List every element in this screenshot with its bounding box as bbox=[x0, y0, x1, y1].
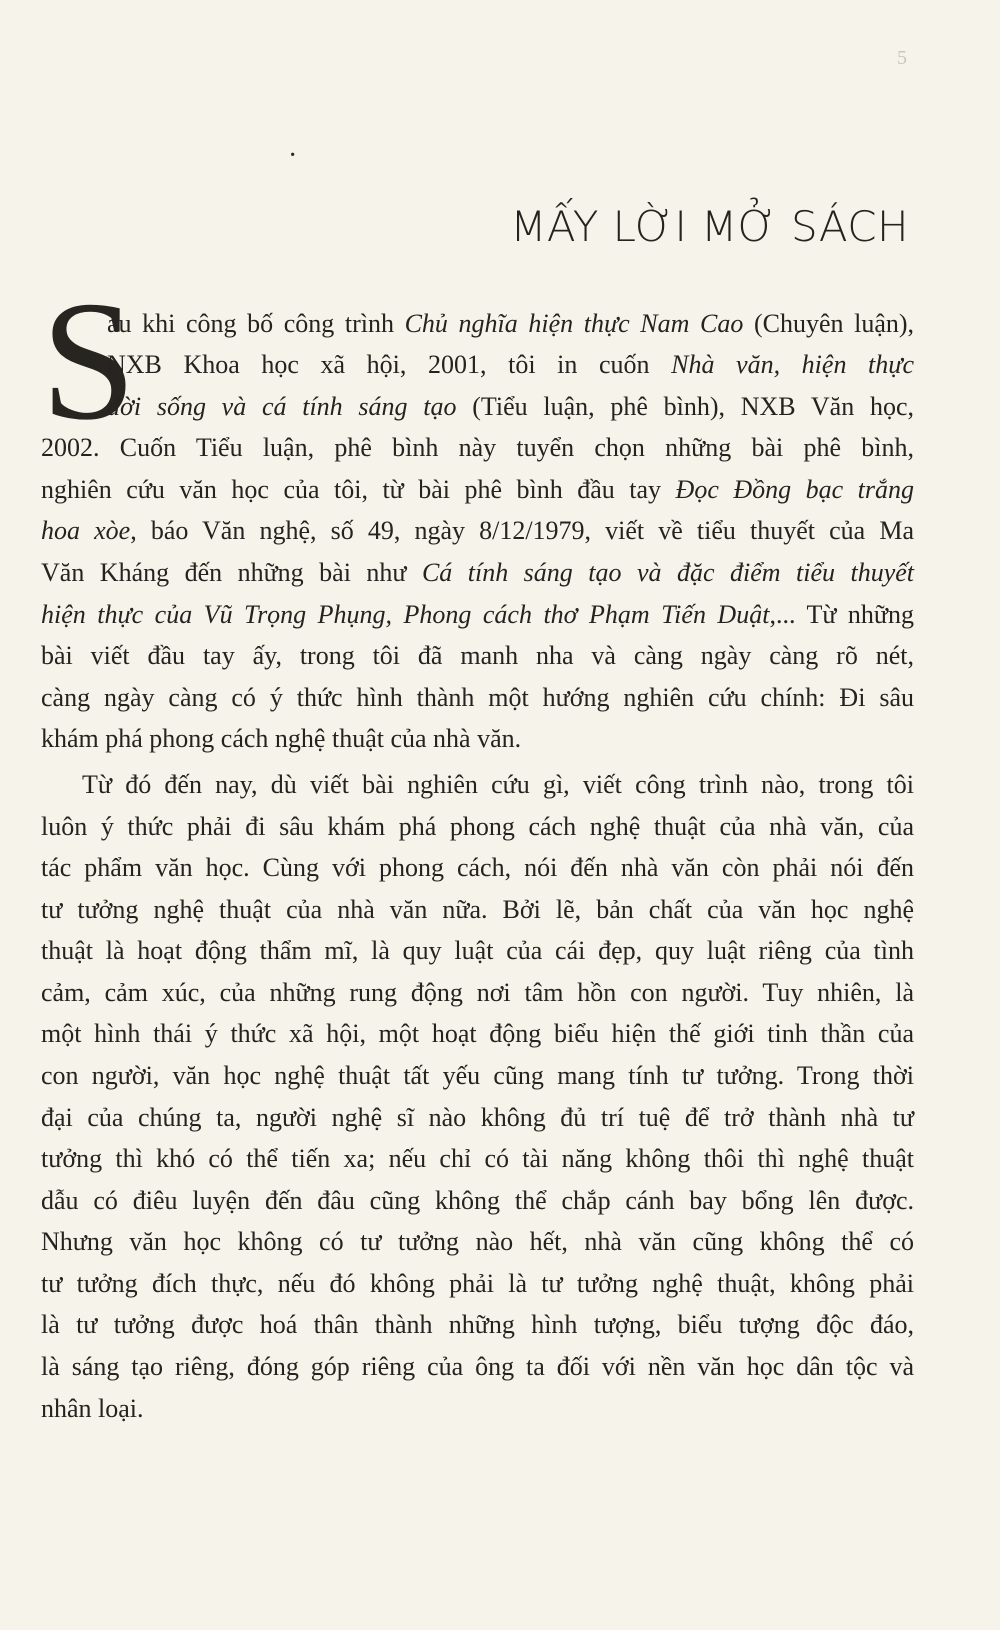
drop-cap-letter: S bbox=[41, 266, 137, 455]
text-line: bài viết đầu tay ấy, trong tôi đã manh nha và càng ngày càng rõ nét, bbox=[41, 641, 914, 670]
text-line: tư tưởng nghệ thuật của nhà văn nữa. Bởi lẽ, bản chất của văn học nghệ bbox=[41, 895, 914, 924]
text-line: càng ngày càng có ý thức hình thành một hướng nghiên cứu chính: Đi sâu bbox=[41, 683, 914, 712]
text-line: là sáng tạo riêng, đóng góp riêng của ông ta đối với nền văn học dân tộc và bbox=[41, 1352, 914, 1381]
text-line: au khi công bố công trình Chủ nghĩa hiện thực Nam Cao (Chuyên luận), bbox=[107, 309, 915, 338]
text-line: 2002. Cuốn Tiểu luận, phê bình này tuyển chọn những bài phê bình, bbox=[41, 433, 914, 462]
text-line: một hình thái ý thức xã hội, một hoạt động biểu hiện thế giới tinh thần của bbox=[41, 1019, 914, 1048]
text-line: tư tưởng đích thực, nếu đó không phải là tư tưởng nghệ thuật, không phải bbox=[41, 1269, 914, 1298]
decorative-dot: · bbox=[288, 140, 298, 171]
text-line: Văn Kháng đến những bài như Cá tính sáng tạo và đặc điểm tiểu thuyết bbox=[41, 558, 914, 587]
text-line: tưởng thì khó có thể tiến xa; nếu chỉ có tài năng không thôi thì nghệ thuật bbox=[41, 1144, 914, 1173]
text-line: nghiên cứu văn học của tôi, từ bài phê bình đầu tay Đọc Đồng bạc trắng bbox=[41, 475, 914, 504]
chapter-title: MẤY LỜI MỞ SÁCH bbox=[510, 202, 909, 251]
text-line: khám phá phong cách nghệ thuật của nhà văn. bbox=[41, 724, 522, 753]
text-line: là tư tưởng được hoá thân thành những hình tượng, biểu tượng độc đáo, bbox=[41, 1310, 914, 1339]
text-line: đại của chúng ta, người nghệ sĩ nào không đủ trí tuệ để trở thành nhà tư bbox=[41, 1103, 914, 1132]
page-number-mark: 5 bbox=[897, 47, 907, 69]
text-line: dẫu có điêu luyện đến đâu cũng không thể chắp cánh bay bổng lên được. bbox=[41, 1186, 914, 1215]
text-line: thuật là hoạt động thẩm mĩ, là quy luật của cái đẹp, quy luật riêng của tình bbox=[41, 936, 914, 965]
text-line: con người, văn học nghệ thuật tất yếu cũng mang tính tư tưởng. Trong thời bbox=[41, 1061, 914, 1090]
text-line: NXB Khoa học xã hội, 2001, tôi in cuốn Nhà văn, hiện thực bbox=[107, 350, 914, 379]
text-line: Nhưng văn học không có tư tưởng nào hết, nhà văn cũng không thể có bbox=[41, 1227, 914, 1256]
text-line: nhân loại. bbox=[41, 1394, 144, 1423]
text-line: đời sống và cá tính sáng tạo (Tiểu luận, phê bình), NXB Văn học, bbox=[107, 392, 914, 421]
text-line: Từ đó đến nay, dù viết bài nghiên cứu gì, viết công trình nào, trong tôi bbox=[82, 770, 914, 799]
text-line: hiện thực của Vũ Trọng Phụng, Phong cách thơ Phạm Tiến Duật,... Từ những bbox=[41, 600, 914, 629]
text-line: tác phẩm văn học. Cùng với phong cách, nói đến nhà văn còn phải nói đến bbox=[41, 853, 914, 882]
text-line: hoa xòe, báo Văn nghệ, số 49, ngày 8/12/1979, viết về tiểu thuyết của Ma bbox=[41, 516, 914, 545]
text-line: cảm, cảm xúc, của những rung động nơi tâm hồn con người. Tuy nhiên, là bbox=[41, 978, 914, 1007]
text-line: luôn ý thức phải đi sâu khám phá phong cách nghệ thuật của nhà văn, của bbox=[41, 812, 914, 841]
